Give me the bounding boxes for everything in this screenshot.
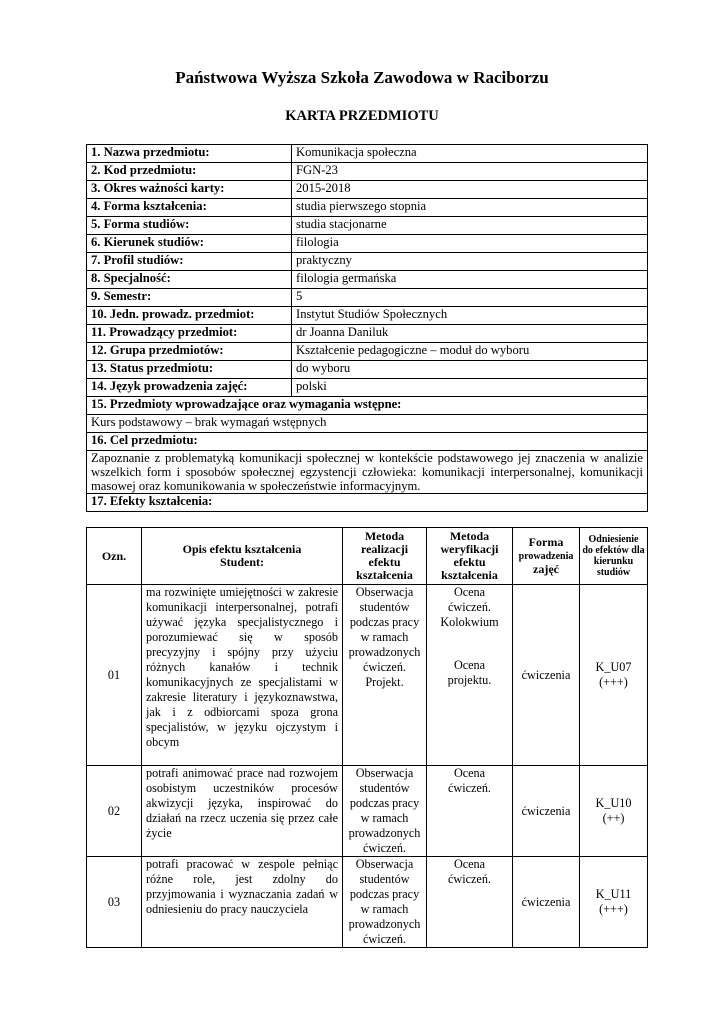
info-value: polski (292, 379, 648, 397)
outcome-id: 03 (87, 857, 142, 948)
info-value: filologia germańska (292, 271, 648, 289)
outcome-description: potrafi pracować w zespole pełniąc różne role, jest zdolny do przyjmowania i wyznaczania zadań w odniesieniu do pracy nauczyciela (142, 857, 343, 948)
outcome-class-form: ćwiczenia (513, 766, 580, 857)
reference-level: (+++) (599, 675, 628, 689)
outcome-realization-method: Obserwacja studentów podczas pracy w ramach prowadzonych ćwiczeń. (343, 857, 427, 948)
outcome-row (87, 585, 648, 766)
info-label: 7. Profil studiów: (87, 253, 292, 271)
section15-title: 15. Przedmioty wprowadzające oraz wymagania wstępne: (87, 397, 648, 415)
section15-row (87, 397, 648, 415)
header-forma-sub2: zajęć (533, 562, 559, 576)
info-rows (87, 145, 648, 512)
info-label: 2. Kod przedmiotu: (87, 163, 292, 181)
info-row (87, 379, 648, 397)
section15-text-row (87, 415, 648, 433)
info-label: 14. Język prowadzenia zajęć: (87, 379, 292, 397)
header-forma-label: Forma (528, 535, 564, 549)
info-value: do wyboru (292, 361, 648, 379)
course-info-table (86, 144, 648, 512)
info-row (87, 289, 648, 307)
header-opis-label: Opis efektu kształcenia (182, 542, 302, 556)
header-opis (142, 528, 343, 585)
info-row (87, 325, 648, 343)
outcome-class-form: ćwiczenia (513, 857, 580, 948)
info-label: 11. Prowadzący przedmiot: (87, 325, 292, 343)
info-value: praktyczny (292, 253, 648, 271)
outcome-class-form: ćwiczenia (513, 585, 580, 766)
info-row (87, 253, 648, 271)
info-label: 13. Status przedmiotu: (87, 361, 292, 379)
info-value: filologia (292, 235, 648, 253)
info-label: 4. Forma kształcenia: (87, 199, 292, 217)
outcomes-header-row (87, 528, 648, 585)
info-value: Instytut Studiów Społecznych (292, 307, 648, 325)
info-label: 10. Jedn. prowadz. przedmiot: (87, 307, 292, 325)
info-value: 2015-2018 (292, 181, 648, 199)
outcome-reference (580, 585, 648, 766)
info-value: FGN-23 (292, 163, 648, 181)
info-label: 9. Semestr: (87, 289, 292, 307)
verification-primary: Ocena ćwiczeń. (448, 766, 491, 795)
outcome-reference (580, 857, 648, 948)
header-ozn: Ozn. (87, 528, 142, 585)
outcome-verification-method (427, 585, 513, 766)
reference-code: K_U10 (595, 796, 632, 810)
info-row (87, 181, 648, 199)
section17-row (87, 494, 648, 512)
reference-code: K_U11 (595, 887, 632, 901)
section17-title: 17. Efekty kształcenia: (87, 494, 648, 512)
info-value: Kształcenie pedagogiczne – moduł do wyboru (292, 343, 648, 361)
section16-text: Zapoznanie z problematyką komunikacji społecznej w kontekście podstawowego jej znaczenia w analizie wszelkich form i sposobów społecznej egzystencji człowieka: komunikacji interpersonalnej, komunikacji masowej oraz komunikowania w społeczeństwie informacyjnym. (87, 451, 648, 494)
info-label: 12. Grupa przedmiotów: (87, 343, 292, 361)
info-value: studia pierwszego stopnia (292, 199, 648, 217)
header-metoda-realizacji: Metoda realizacji efektu kształcenia (343, 528, 427, 585)
header-metoda-weryfikacji: Metoda weryfikacji efektu kształcenia (427, 528, 513, 585)
header-forma (513, 528, 580, 585)
info-value: Komunikacja społeczna (292, 145, 648, 163)
info-label: 3. Okres ważności karty: (87, 181, 292, 199)
outcome-verification-method (427, 857, 513, 948)
header-forma-sub: prowadzenia (518, 551, 574, 562)
info-label: 8. Specjalność: (87, 271, 292, 289)
outcome-row (87, 857, 648, 948)
info-row (87, 217, 648, 235)
reference-level: (++) (602, 811, 625, 825)
info-row (87, 235, 648, 253)
outcome-realization-method: Obserwacja studentów podczas pracy w ramach prowadzonych ćwiczeń. (343, 766, 427, 857)
outcome-reference (580, 766, 648, 857)
outcome-row (87, 766, 648, 857)
info-label: 1. Nazwa przedmiotu: (87, 145, 292, 163)
header-odniesienie: Odniesienie do efektów dla kierunku studiów (580, 528, 648, 585)
verification-primary: Ocena ćwiczeń. Kolokwium (440, 585, 499, 629)
outcome-verification-method (427, 766, 513, 857)
info-value: 5 (292, 289, 648, 307)
outcome-id: 02 (87, 766, 142, 857)
section16-title: 16. Cel przedmiotu: (87, 433, 648, 451)
section15-text: Kurs podstawowy – brak wymagań wstępnych (87, 415, 648, 433)
outcome-description: ma rozwinięte umiejętności w zakresie komunikacji interpersonalnej, potrafi używać języka specjalistycznego i porozumiewać się w sposób precyzyjny i spójny przy użyciu różnych kanałów i technik komunikacyjnych ze specjalistami w zakresie literatury i językoznawstwa, jak i z odbiorcami spoza grona specjalistów, w języku ojczystym i obcym (142, 585, 343, 766)
outcome-id: 01 (87, 585, 142, 766)
university-name: Państwowa Wyższa Szkoła Zawodowa w Raciborzu (175, 68, 549, 87)
info-row (87, 163, 648, 181)
info-row (87, 145, 648, 163)
info-row (87, 199, 648, 217)
info-value: dr Joanna Daniluk (292, 325, 648, 343)
info-label: 5. Forma studiów: (87, 217, 292, 235)
info-row (87, 343, 648, 361)
section16-text-row (87, 451, 648, 494)
info-label: 6. Kierunek studiów: (87, 235, 292, 253)
learning-outcomes-table (86, 527, 648, 948)
outcome-description: potrafi animować prace nad rozwojem osobistym uczestników procesów akwizycji języka, inspirować do działań na rzecz uczenia się przez całe życie (142, 766, 343, 857)
info-row (87, 307, 648, 325)
reference-code: K_U07 (595, 660, 632, 674)
outcome-realization-method: Obserwacja studentów podczas pracy w ramach prowadzonych ćwiczeń. Projekt. (343, 585, 427, 766)
info-row (87, 361, 648, 379)
info-row (87, 271, 648, 289)
section16-row (87, 433, 648, 451)
header-student-label: Student: (219, 555, 264, 569)
verification-secondary: Ocena projektu. (447, 658, 492, 687)
verification-primary: Ocena ćwiczeń. (448, 857, 491, 886)
info-value: studia stacjonarne (292, 217, 648, 235)
reference-level: (+++) (599, 902, 628, 916)
document-title: KARTA PRZEDMIOTU (285, 108, 439, 124)
